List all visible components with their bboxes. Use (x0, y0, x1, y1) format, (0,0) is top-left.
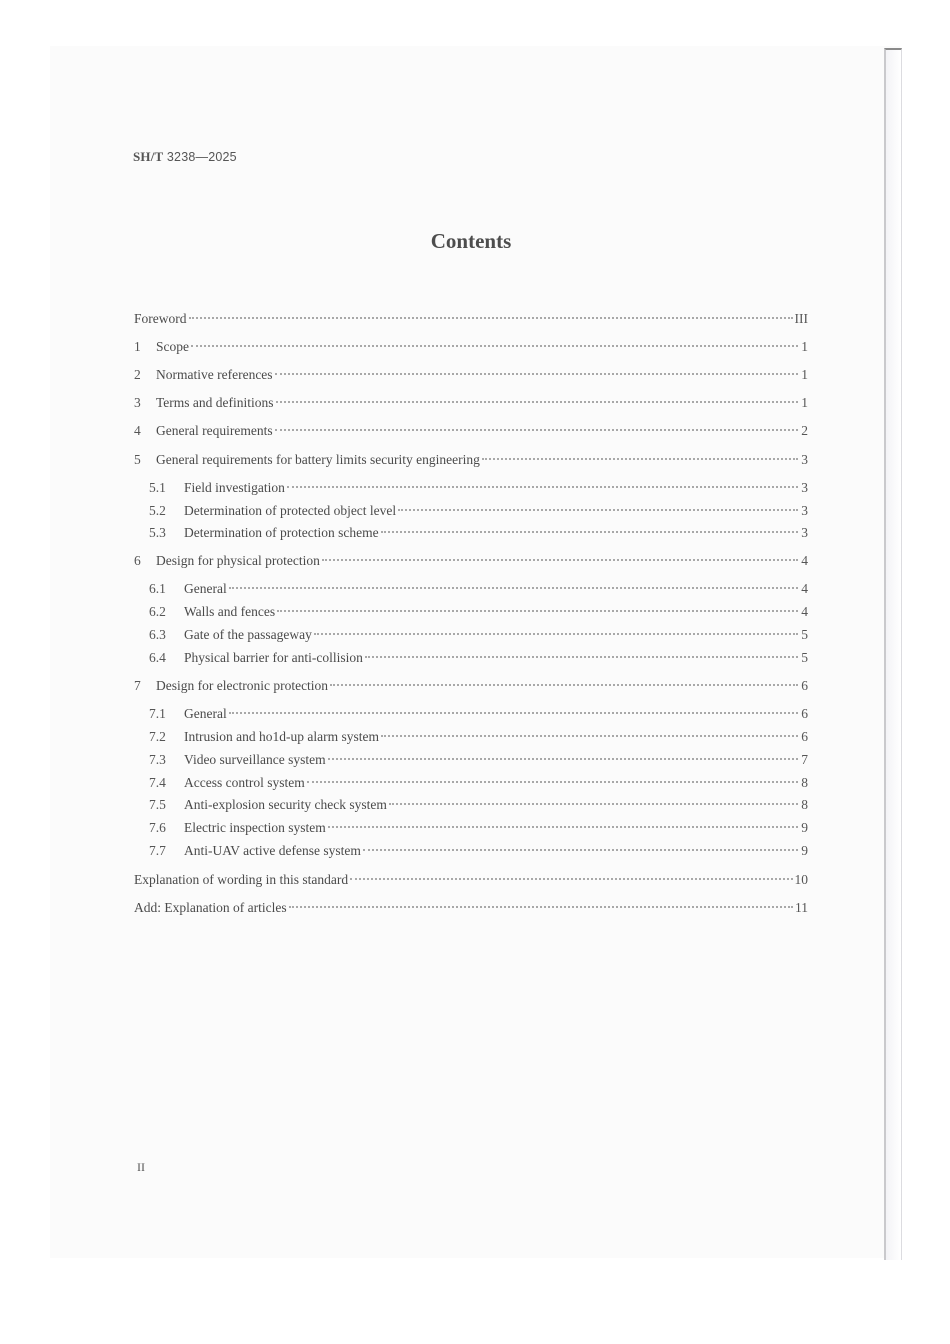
toc-entry[interactable] (149, 502, 808, 520)
page-title: Contents (430, 229, 512, 253)
toc-leader-dots (277, 610, 798, 612)
toc-entry-label: Intrusion and ho1d-up alarm system (184, 729, 379, 744)
toc-entry-page: 1 (801, 367, 808, 382)
toc-leader-dots (307, 781, 798, 783)
toc-entry-label: General (184, 581, 227, 596)
toc-leader-dots (322, 559, 798, 561)
toc-leader-dots (229, 587, 798, 589)
toc-leader-dots (381, 735, 798, 737)
toc-entry-page: 3 (801, 503, 808, 518)
toc-entry[interactable] (149, 580, 808, 598)
toc-entry-page: 5 (801, 627, 808, 642)
toc-entry-page: 6 (801, 729, 808, 744)
toc-leader-dots (276, 401, 798, 403)
toc-entry[interactable] (134, 310, 808, 328)
toc-entry-number: 7 (134, 678, 141, 693)
toc-entry-number: 5.2 (149, 503, 166, 518)
toc-leader-dots (287, 486, 798, 488)
toc-entry-label: Electric inspection system (184, 820, 326, 835)
toc-entry[interactable] (134, 552, 808, 570)
toc-entry-number: 7.1 (149, 706, 166, 721)
toc-entry-number: 6.4 (149, 650, 166, 665)
toc-entry-label: Anti-explosion security check system (184, 797, 387, 812)
toc-entry-number: 7.3 (149, 752, 166, 767)
toc-entry-number: 6.1 (149, 581, 166, 596)
toc-entry-label: Design for physical protection (156, 553, 320, 568)
toc-entry-label: Scope (156, 339, 189, 354)
standard-code-number: 3238—2025 (166, 150, 237, 164)
toc-entry-number: 5 (134, 452, 141, 467)
toc-entry-label: Video surveillance system (184, 752, 326, 767)
toc-entry[interactable] (149, 728, 808, 746)
toc-entry-page: 8 (801, 775, 808, 790)
toc-entry-label: Foreword (134, 311, 187, 326)
toc-leader-dots (350, 878, 792, 880)
page-number: II (137, 1160, 145, 1174)
toc-entry-number: 7.4 (149, 775, 166, 790)
toc-entry[interactable] (134, 677, 808, 695)
toc-leader-dots (289, 906, 793, 908)
toc-entry-page: 11 (795, 900, 808, 915)
toc-entry-page: 8 (801, 797, 808, 812)
toc-entry-label: General requirements (156, 423, 273, 438)
toc-entry-label: Anti-UAV active defense system (184, 843, 361, 858)
standard-code-prefix: SH/T (133, 149, 164, 164)
toc-leader-dots (229, 712, 798, 714)
toc-entry-page: 9 (801, 843, 808, 858)
toc-entry-number: 6.2 (149, 604, 166, 619)
toc-entry-number: 7.7 (149, 843, 166, 858)
toc-entry-label: Gate of the passageway (184, 627, 312, 642)
toc-entry[interactable] (149, 705, 808, 723)
toc-leader-dots (365, 656, 798, 658)
toc-leader-dots (189, 317, 793, 319)
toc-entry-number: 5.1 (149, 480, 166, 495)
toc-entry-number: 5.3 (149, 525, 166, 540)
toc-leader-dots (330, 684, 798, 686)
toc-entry-page: 3 (801, 452, 808, 467)
toc-entry-label: General requirements for battery limits security engineering (156, 452, 480, 467)
toc-entry[interactable] (149, 479, 808, 497)
toc-entry[interactable] (149, 842, 808, 860)
toc-leader-dots (275, 373, 798, 375)
toc-entry-number: 2 (134, 367, 141, 382)
toc-entry[interactable] (149, 819, 808, 837)
toc-entry-page: 10 (794, 872, 808, 887)
standard-code (133, 149, 237, 165)
toc-leader-dots (328, 826, 798, 828)
toc-entry-page: III (794, 311, 808, 326)
toc-entry-label: Physical barrier for anti-collision (184, 650, 363, 665)
toc-entry-number: 3 (134, 395, 141, 410)
toc-entry-label: Walls and fences (184, 604, 276, 619)
toc-leader-dots (275, 429, 798, 431)
toc-leader-dots (328, 758, 798, 760)
toc-leader-dots (482, 458, 798, 460)
toc-entry[interactable] (134, 422, 808, 440)
toc-entry-label: Design for electronic protection (156, 678, 329, 693)
toc-entry-page: 1 (801, 339, 808, 354)
toc-leader-dots (389, 803, 798, 805)
toc-entry-label: Access control system (184, 775, 305, 790)
toc-leader-dots (398, 509, 798, 511)
toc-entry-page: 5 (801, 650, 808, 665)
toc-entry-page: 6 (801, 678, 808, 693)
toc-entry[interactable] (149, 751, 808, 769)
toc-entry-label: Normative references (156, 367, 273, 382)
toc-entry-page: 3 (801, 480, 808, 495)
toc-entry-number: 7.5 (149, 797, 166, 812)
toc-entry-page: 6 (801, 706, 808, 721)
toc-entry[interactable] (134, 899, 808, 917)
toc-entry-page: 1 (801, 395, 808, 410)
toc-entry-number: 7.6 (149, 820, 166, 835)
toc-entry-number: 7.2 (149, 729, 166, 744)
toc-entry-page: 7 (801, 752, 808, 767)
toc-entry-number: 6 (134, 553, 141, 568)
toc-entry[interactable] (134, 338, 808, 356)
toc-entry-page: 9 (801, 820, 808, 835)
toc-entry-page: 2 (801, 423, 808, 438)
toc-leader-dots (381, 531, 798, 533)
toc-entry-page: 3 (801, 525, 808, 540)
toc-entry-number: 6.3 (149, 627, 166, 642)
toc-entry[interactable] (149, 603, 808, 621)
toc-entry[interactable] (134, 394, 808, 412)
toc-entry[interactable] (134, 451, 808, 469)
toc-entry[interactable] (149, 774, 808, 792)
toc-entry[interactable] (149, 626, 808, 644)
toc-entry-label: Field investigation (184, 480, 285, 495)
toc-entry-label: Add: Explanation of articles (134, 900, 287, 915)
toc-entry[interactable] (149, 796, 808, 814)
toc-entry-label: General (184, 706, 227, 721)
toc-leader-dots (363, 849, 798, 851)
toc-entry[interactable] (149, 649, 808, 667)
toc-entry[interactable] (134, 366, 808, 384)
toc-entry-label: Determination of protection scheme (184, 525, 379, 540)
toc-entry-page: 4 (801, 581, 808, 596)
toc-entry-number: 4 (134, 423, 141, 438)
toc-entry[interactable] (134, 871, 808, 889)
toc-entry-label: Determination of protected object level (184, 503, 397, 518)
toc-entry-page: 4 (801, 553, 808, 568)
toc-entry-number: 1 (134, 339, 141, 354)
toc-entry-label: Explanation of wording in this standard (134, 872, 349, 887)
toc-entry[interactable] (149, 524, 808, 542)
toc-entry-page: 4 (801, 604, 808, 619)
toc-leader-dots (314, 633, 798, 635)
toc-leader-dots (191, 345, 798, 347)
toc-entry-label: Terms and definitions (156, 395, 274, 410)
